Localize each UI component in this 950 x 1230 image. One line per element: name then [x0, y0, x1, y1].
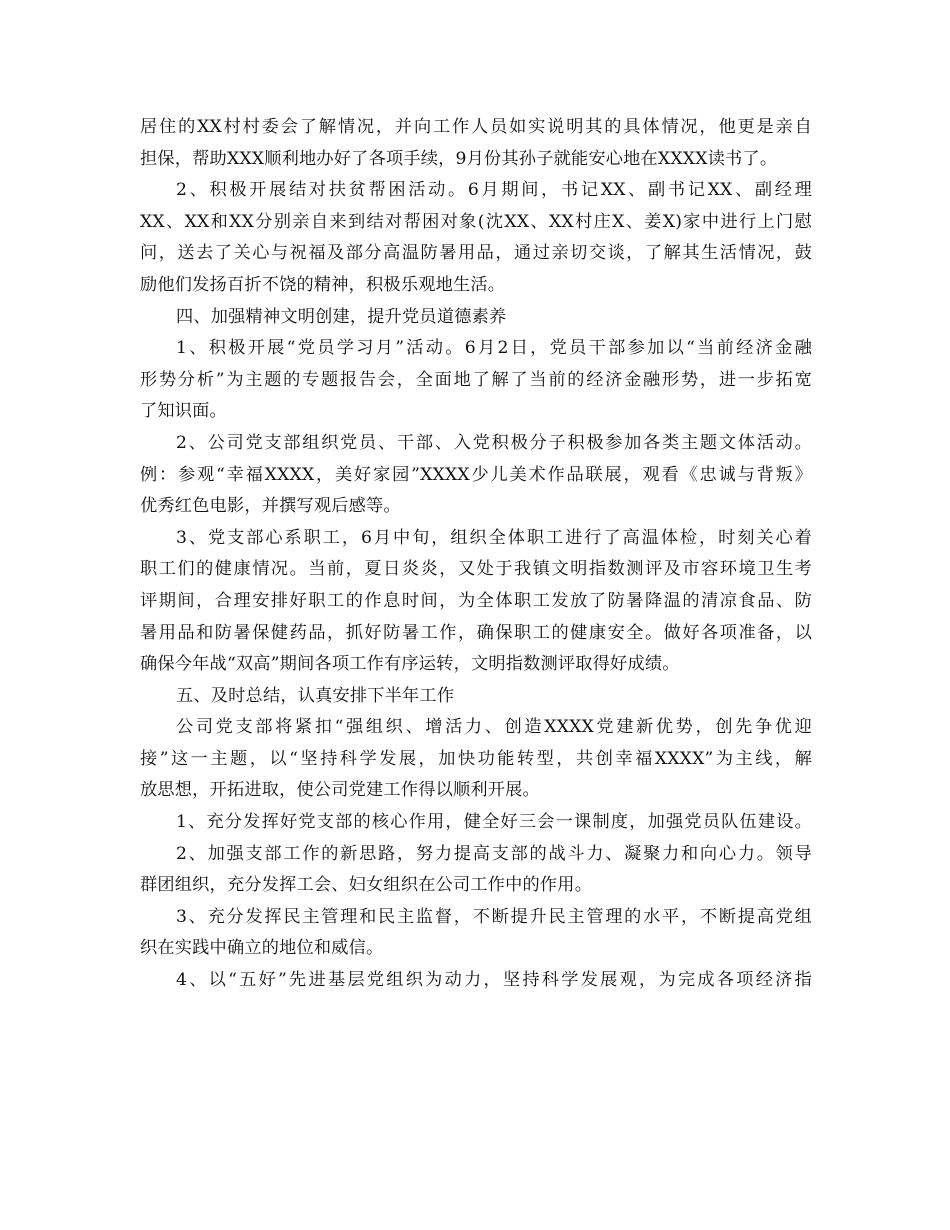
text-line: 优秀红色电影，并撰写观后感等。: [140, 496, 401, 517]
text-line: 接”这一主题，以“坚持科学发展，加快功能转型，共创幸福XXXX”为主线，解: [140, 748, 812, 769]
text-line: 五、及时总结，认真安排下半年工作: [176, 685, 455, 706]
text-line: 了知识面。: [140, 401, 227, 422]
text-line: 3、充分发挥民主管理和民主监督，不断提升民主管理的水平，不断提高党组: [176, 906, 812, 927]
text-line: 确保今年战“双高”期间各项工作有序运转，文明指数测评取得好成绩。: [140, 654, 680, 675]
text-line: 居住的XX村村委会了解情况，并向工作人员如实说明其的具体情况，他更是亲自: [140, 117, 812, 137]
text-line: 织在实践中确立的地位和威信。: [140, 938, 384, 959]
text-line: 问，送去了关心与祝福及部分高温防暑用品，通过亲切交谈，了解其生活情况，鼓: [140, 243, 812, 264]
text-line: 放思想，开拓进取，使公司党建工作得以顺利开展。: [140, 780, 540, 801]
text-line: 2、加强支部工作的新思路，努力提高支部的战斗力、凝聚力和向心力。领导: [176, 843, 812, 864]
text-line: 职工们的健康情况。当前，夏日炎炎，又处于我镇文明指数测评及市容环境卫生考: [140, 559, 812, 580]
text-line: 四、加强精神文明创建，提升党员道德素养: [176, 306, 507, 327]
text-line: 2、公司党支部组织党员、干部、入党积极分子积极参加各类主题文体活动。: [176, 432, 812, 453]
text-line: 3、党支部心系职工，6月中旬，组织全体职工进行了高温体检，时刻关心着: [176, 527, 812, 548]
text-line: 群团组织，充分发挥工会、妇女组织在公司工作中的作用。: [140, 875, 593, 896]
text-line: 4、以“五好”先进基层党组织为动力，坚持科学发展观，为完成各项经济指: [176, 970, 812, 991]
text-line: 2、积极开展结对扶贫帮困活动。6月期间，书记XX、副书记XX、副经理: [176, 180, 812, 201]
text-line: 评期间，合理安排好职工的作息时间，为全体职工发放了防暑降温的清凉食品、防: [140, 590, 812, 611]
text-line: 励他们发扬百折不饶的精神，积极乐观地生活。: [140, 274, 506, 295]
text-line: 暑用品和防暑保健药品，抓好防暑工作，确保职工的健康安全。做好各项准备，以: [140, 622, 812, 643]
text-line: 1、充分发挥好党支部的核心作用，健全好三会一课制度，加强党员队伍建设。: [176, 812, 812, 833]
text-line: XX、XX和XX分别亲自来到结对帮困对象(沈XX、XX村庄X、姜X)家中进行上门慰: [140, 211, 812, 232]
text-line: 公司党支部将紧扣“强组织、增活力、创造XXXX党建新优势，创先争优迎: [176, 717, 812, 738]
text-line: 1、积极开展“党员学习月”活动。6月2日，党员干部参加以“当前经济金融: [176, 338, 812, 359]
text-line: 形势分析”为主题的专题报告会，全面地了解了当前的经济金融形势，进一步拓宽: [140, 369, 812, 390]
text-line: 例：参观“幸福XXXX，美好家园”XXXX少儿美术作品联展，观看《忠诚与背叛》: [140, 464, 812, 485]
text-line: 担保，帮助XXX顺利地办好了各项手续，9月份其孙子就能安心地在XXXX读书了。: [140, 148, 778, 169]
document-page: [140, 112, 812, 997]
